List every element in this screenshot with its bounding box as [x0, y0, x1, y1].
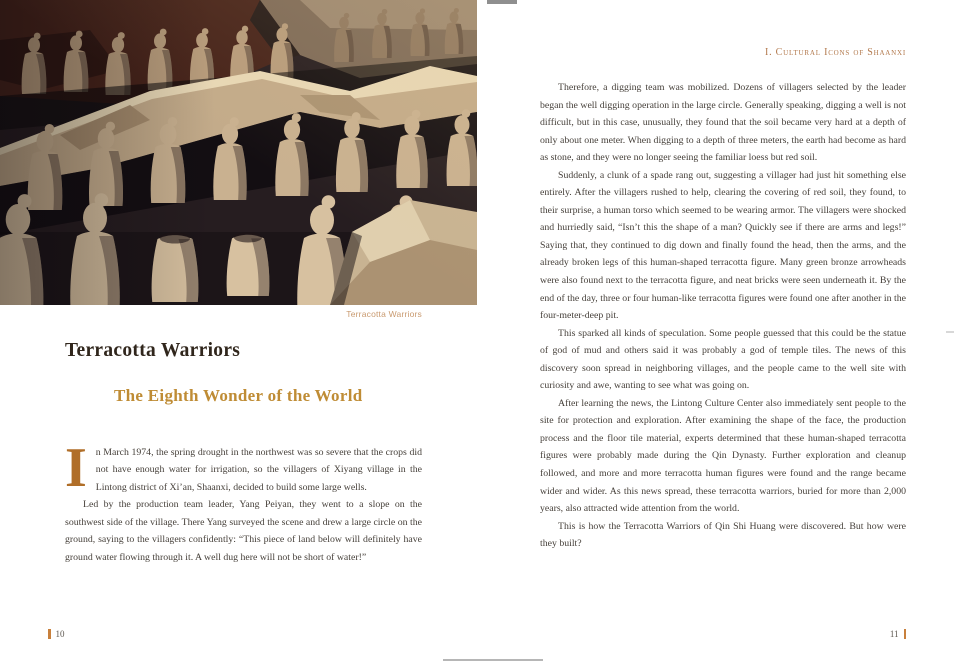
drop-cap: I [65, 437, 87, 499]
paragraph: Suddenly, a clunk of a spade rang out, suggesting a villager had just hit something else entirely. After the villagers rushed to help, clearing the covering of red soil, they found, to their surprise, a human torso which seemed to be wearing armor. The villagers were shocked and hurriedly said, “Isn’t this the shape of a man? Quickly see if there are arms and legs!” Saying that, they continued to dig down and finally found the head, then the arms, and the already broken legs of this human-shaped terracotta figure. Many green bronze arrowheads were also found next to the terracotta figure, and neat bricks were seen underneath it. By the end of the day, three or four human-like terracotta figures were found one after another in the four-meter-deep pit. [540, 169, 906, 322]
chapter-title: Terracotta Warriors [65, 340, 241, 361]
page-number-text: 11 [889, 629, 899, 639]
chapter-subtitle: The Eighth Wonder of the World [114, 386, 363, 405]
running-head: I. Cultural Icons of Shaanxi [764, 47, 906, 58]
right-page-body [540, 79, 906, 553]
left-page-body [65, 437, 422, 566]
paragraph-text: n March 1974, the spring drought in the northwest was so severe that the crops did not have enough water for irrigation, so the villagers of Xiyang village in the Lintong district of Xi’an, Shaanxi, decided to build some large wells. [95, 447, 422, 493]
paragraph: This is how the Terracotta Warriors of Qin Shi Huang were discovered. But how were they built? [540, 520, 906, 550]
page-number-left [48, 627, 65, 641]
terracotta-photo-art [0, 0, 477, 305]
terracotta-warriors-photo [0, 0, 477, 305]
folio-bar [48, 629, 51, 639]
paragraph: Therefore, a digging team was mobilized. Dozens of villagers selected by the leader began the well digging operation in the large circle. Generally speaking, digging a well is not difficult, but in this case, unusually, they found that the soil became very hard at a depth of only about one meter. When digging to a depth of three meters, the earth had become as hard as stone, and they were no longer seeing the familiar loess but red soil. [540, 82, 906, 164]
page-number-right [540, 627, 906, 641]
scan-artifact-edge [946, 331, 954, 333]
photo-caption: Terracotta Warriors [346, 309, 422, 319]
scan-artifact-bottom [443, 659, 543, 661]
page-number-text: 10 [55, 629, 65, 639]
folio-bar [904, 629, 907, 639]
paragraph: This sparked all kinds of speculation. Some people guessed that this could be the statue of god of mud and others said it was probably a god of temple tiles. The news of this discovery soon spread in neighboring villages, and the people came to the well site with curiosity and awe, wanting to see what was going on. [540, 327, 906, 392]
paragraph [65, 437, 422, 499]
paragraph: Led by the production team leader, Yang Peiyan, they went to a slope on the southwest side of the village. There Yang surveyed the scene and drew a large circle on the ground, saying to the villagers confidently: “This piece of land below will definitely have ground water flowing through it. A well dug here will not be short of water!” [65, 499, 422, 563]
paragraph: After learning the news, the Lintong Culture Center also immediately sent people to the site for protection and exploration. After examining the shape of the face, the production process and the floor tile material, experts determined that these human-shaped terracotta figures were probably made during the Qin Dynasty. Further exploration and cleanup followed, and more and more terracotta human figures were found and the range became wider and wider. As this news spread, these terracotta warriors, buried for more than 2,000 years, also attracted wide attention from the world. [540, 397, 906, 515]
scan-artifact-top [487, 0, 517, 4]
